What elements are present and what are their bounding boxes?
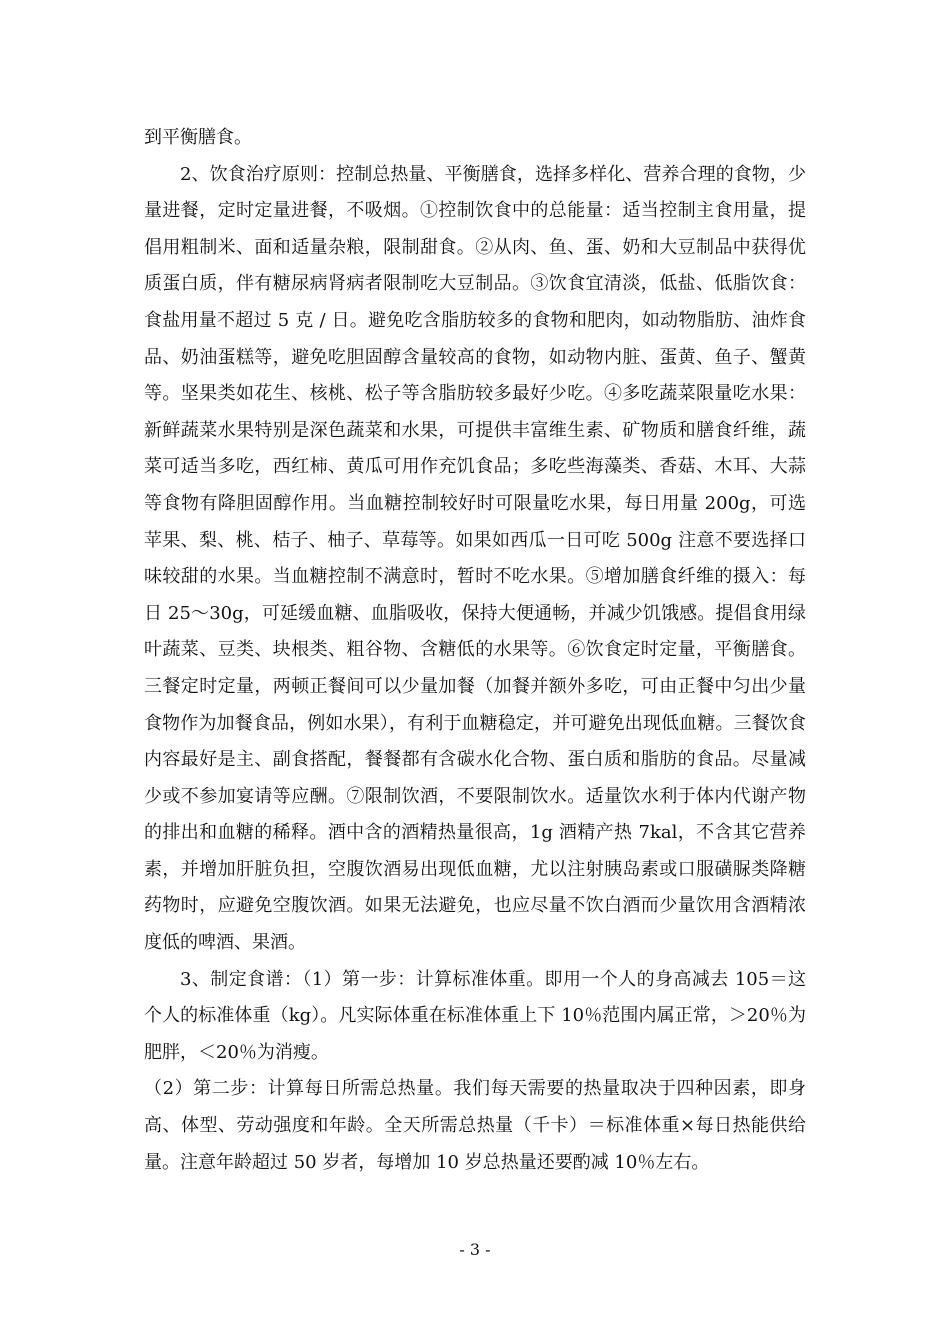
page-number: - 3 - [459, 1240, 491, 1259]
paragraph-menu-step-two: （2）第二步：计算每日所需总热量。我们每天需要的热量取决于四种因素，即身高、体型、劳动强度和年龄。全天所需总热量（千卡）＝标准体重×每日热能供给量。注意年龄超过 50 岁者，每增加 10 岁总热量还要酌减 10％左右。 [144, 1078, 806, 1173]
paragraph-menu-step-one: 3、制定食谱：（1）第一步：计算标准体重。即用一个人的身高减去 105＝这个人的标准体重（kg）。凡实际体重在标准体重上下 10％范围内属正常，＞20％为肥胖，＜20％为消瘦。 [144, 968, 806, 1063]
body-text [144, 120, 806, 1181]
paragraph-diet-principles: 2、饮食治疗原则：控制总热量、平衡膳食，选择多样化、营养合理的食物，少量进餐，定时定量进餐，不吸烟。①控制饮食中的总能量：适当控制主食用量，提倡用粗制米、面和适量杂粮，限制甜食。②从肉、鱼、蛋、奶和大豆制品中获得优质蛋白质，伴有糖尿病肾病者限制吃大豆制品。③饮食宜清淡，低盐、低脂饮食：食盐用量不超过 5 克 / 日。避免吃含脂肪较多的食物和肥肉，如动物脂肪、油炸食品、奶油蛋糕等，避免吃胆固醇含量较高的食物，如动物内脏、蛋黄、鱼子、蟹黄等。坚果类如花生、核桃、松子等含脂肪较多最好少吃。④多吃蔬菜限量吃水果：新鲜蔬菜水果特别是深色蔬菜和水果，可提供丰富维生素、矿物质和膳食纤维，蔬菜可适当多吃，西红柿、黄瓜可用作充饥食品；多吃些海藻类、香菇、木耳、大蒜等食物有降胆固醇作用。当血糖控制较好时可限量吃水果，每日用量 200g，可选苹果、梨、桃、桔子、柚子、草莓等。如果如西瓜一日可吃 500g 注意不要选择口味较甜的水果。当血糖控制不满意时，暂时不吃水果。⑤增加膳食纤维的摄入：每日 25～30g，可延缓血糖、血脂吸收，保持大便通畅，并减少饥饿感。提倡食用绿叶蔬菜、豆类、块根类、粗谷物、含糖低的水果等。⑥饮食定时定量，平衡膳食。三餐定时定量，两顿正餐间可以少量加餐（加餐并额外多吃，可由正餐中匀出少量食物作为加餐食品，例如水果），有利于血糖稳定，并可避免出现低血糖。三餐饮食内容最好是主、副食搭配，餐餐都有含碳水化合物、蛋白质和脂肪的食品。尽量减少或不参加宴请等应酬。⑦限制饮酒，不要限制饮水。适量饮水利于体内代谢产物的排出和血糖的稀释。酒中含的酒精热量很高，1g 酒精产热 7kal，不含其它营养素，并增加肝脏负担，空腹饮酒易出现低血糖，尤以注射胰岛素或口服磺脲类降糖药物时，应避免空腹饮酒。如果无法避免，也应尽量不饮白酒而少量饮用含酒精浓度低的啤酒、果酒。 [144, 163, 806, 954]
paragraph-continuation: 到平衡膳食。 [144, 127, 252, 148]
